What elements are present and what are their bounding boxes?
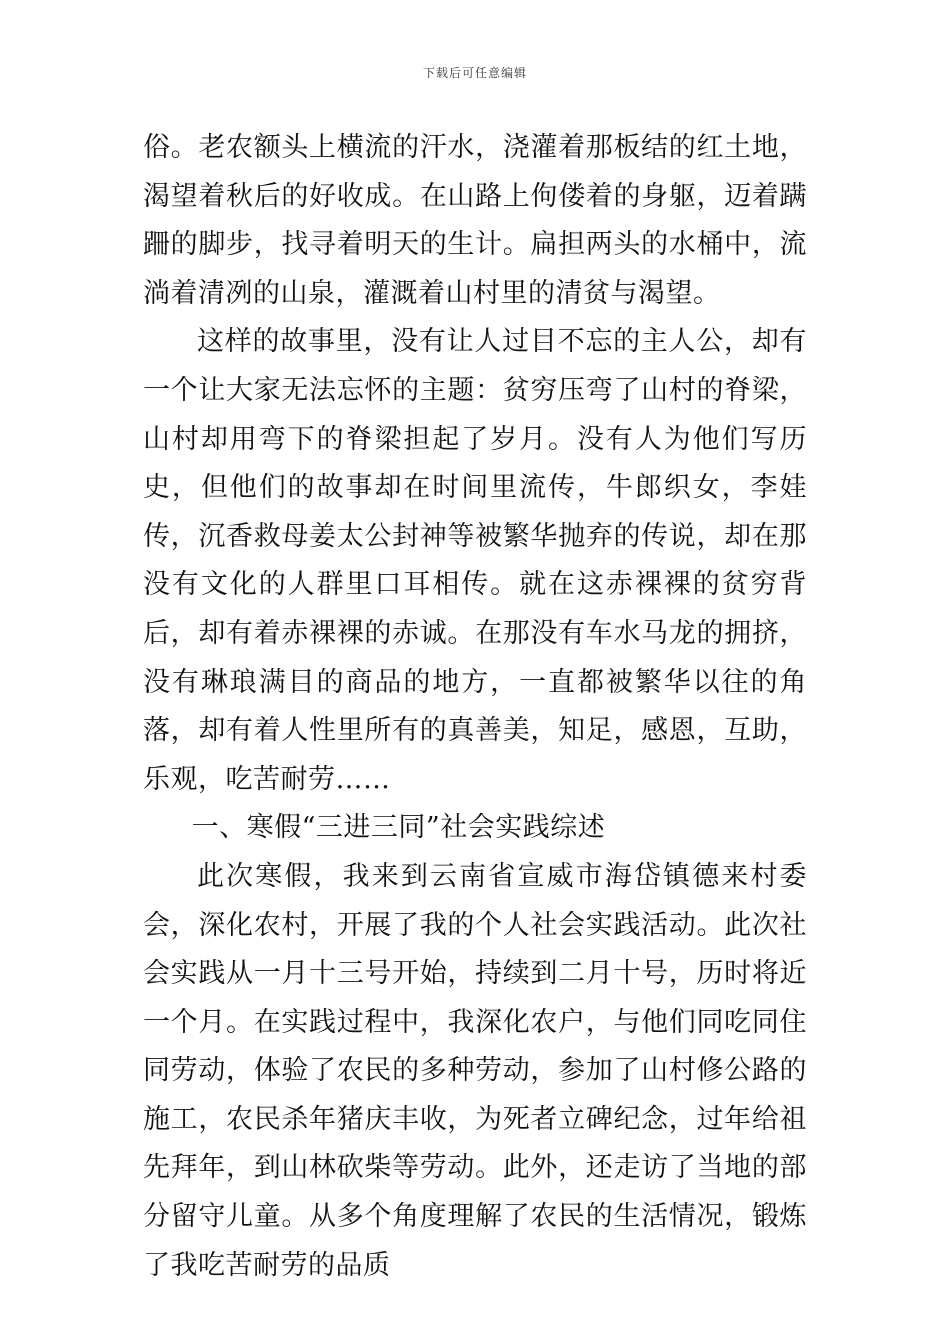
paragraph-story-theme: 这样的故事里，没有让人过目不忘的主人公，却有一个让大家无法忘怀的主题：贫穷压弯了山村的脊梁，山村却用弯下的脊梁担起了岁月。没有人为他们写历史，但他们的故事却在时间里流传，牛郎织女，李娃传，沉香救母姜太公封神等被繁华抛弃的传说，却在那没有文化的人群里口耳相传。就在这赤裸裸的贫穷背后，却有着赤裸裸的赤诚。在那没有车水马龙的拥挤，没有琳琅满目的商品的地方，一直都被繁华以往的角落，却有着人性里所有的真善美，知足，感恩，互助，乐观，吃苦耐劳……: [143, 326, 807, 795]
paragraph-practice-summary: 此次寒假，我来到云南省宣威市海岱镇德来村委会，深化农村，开展了我的个人社会实践活动。此次社会实践从一月十三号开始，持续到二月十号，历时将近一个月。在实践过程中，我深化农户，与他们同吃同住同劳动，体验了农民的多种劳动，参加了山村修公路的施工，农民杀年猪庆丰收，为死者立碑纪念，过年给祖先拜年，到山林砍柴等劳动。此外，还走访了当地的部分留守儿童。从多个角度理解了农民的生活情况，锻炼了我吃苦耐劳的品质: [143, 860, 807, 1281]
paragraph-continuation: 俗。老农额头上横流的汗水，浇灌着那板结的红土地，渴望着秋后的好收成。在山路上佝偻着的身躯，迈着蹒跚的脚步，找寻着明天的生计。扁担两头的水桶中，流淌着清冽的山泉，灌溉着山村里的清贫与渴望。: [143, 132, 807, 309]
header-note: 下载后可任意编辑: [422, 66, 527, 80]
document-body: [143, 124, 807, 1290]
section-heading: 一、寒假“三进三同”社会实践综述: [191, 812, 606, 844]
